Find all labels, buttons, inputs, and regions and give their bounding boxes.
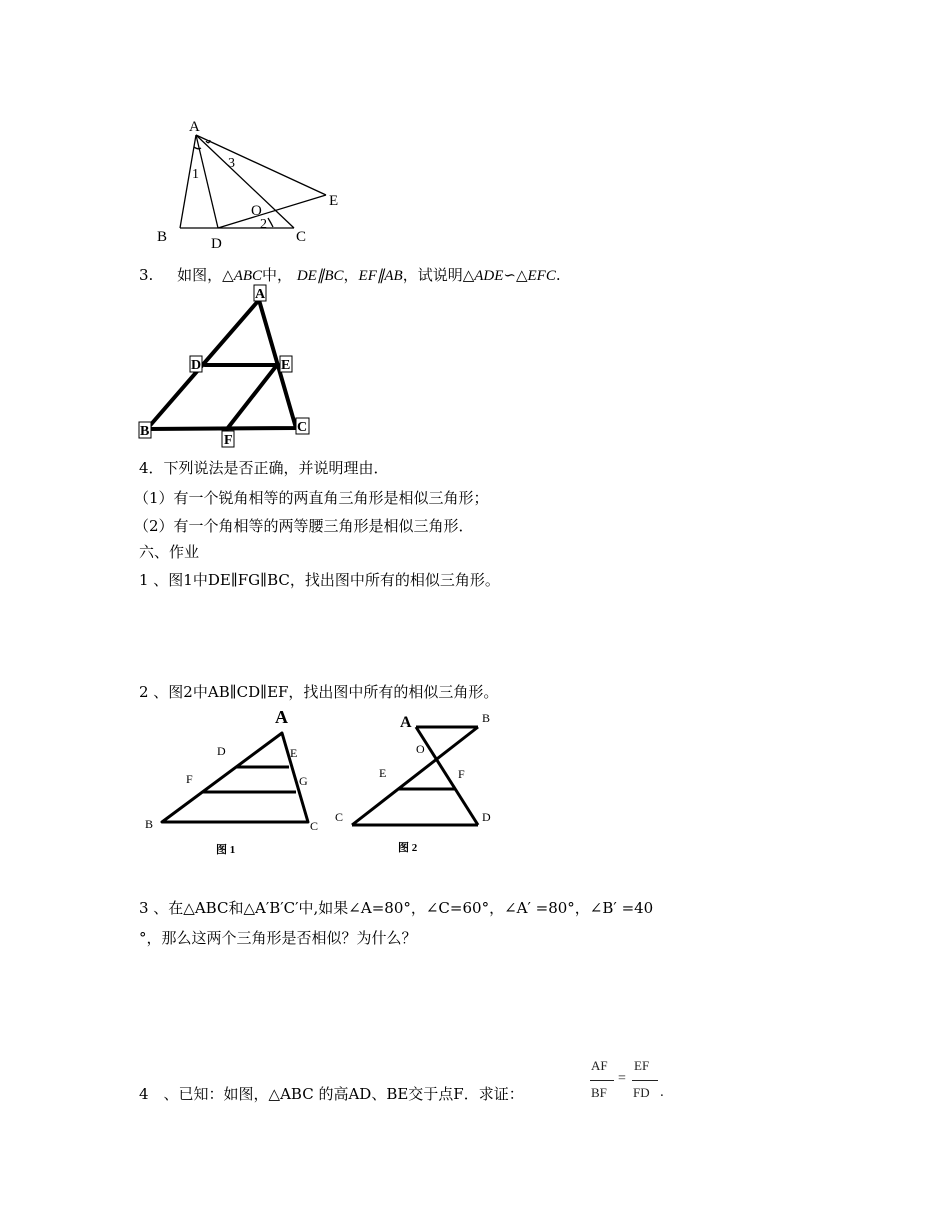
segment-ef: [227, 365, 277, 429]
hw2-text: 2 、图2中AB∥CD∥EF，找出图中所有的相似三角形。: [139, 683, 499, 701]
label-e: E: [281, 358, 291, 373]
label-e: E: [379, 766, 387, 780]
label-o: O: [251, 203, 262, 219]
label-d: D: [191, 358, 202, 373]
hw3-line1: 3 、在△ABC和△A′B′C′中,如果∠A=80°，∠C=60°，∠A′ =80°，∠B′ =40: [139, 899, 654, 917]
angle3-label: 3: [228, 156, 235, 171]
label-b: B: [145, 817, 154, 831]
figure-2: [330, 705, 510, 855]
fig2-caption: 图 2: [398, 842, 418, 854]
fig1-caption: 图 1: [216, 844, 236, 856]
label-f: F: [224, 433, 233, 448]
label-f: F: [458, 767, 465, 781]
label-o: O: [416, 742, 425, 756]
label-d: D: [482, 810, 491, 824]
segment-ad: [416, 727, 478, 825]
label-c: C: [310, 819, 319, 833]
label-b: B: [140, 424, 150, 439]
q4-item2: （2）有一个角相等的两等腰三角形是相似三角形．: [134, 517, 474, 535]
hw3-line2: °，那么这两个三角形是否相似？为什么？: [139, 929, 417, 947]
q3-ef-ab: EF∥AB: [358, 268, 403, 284]
q3-abc: ABC: [233, 268, 263, 284]
label-a: A: [400, 714, 412, 731]
q3-mid: 中，: [262, 266, 293, 284]
q3-ade: ADE: [474, 268, 504, 284]
angle1-label: 1: [192, 167, 199, 182]
label-c: C: [296, 229, 307, 245]
hw4-text: 4 、已知：如图，△ABC 的高AD、BE交于点F．求证：: [139, 1085, 524, 1103]
figure-top-triangle: [150, 115, 350, 255]
q4-item1: （1）有一个锐角相等的两直角三角形是相似三角形；: [134, 489, 489, 507]
figure-q3-triangle: [136, 282, 336, 452]
label-d: D: [211, 236, 222, 252]
q3-comma: ，: [343, 266, 359, 284]
label-b: B: [157, 229, 168, 245]
q3-prefix: 如图，△: [177, 266, 234, 284]
q3-efc: EFC: [527, 268, 556, 284]
q3-end: .: [555, 266, 561, 284]
label-f: F: [186, 772, 193, 786]
section6-title: 六、作业: [139, 543, 200, 561]
hw1-text: 1 、图1中DE∥FG∥BC，找出图中所有的相似三角形。: [139, 571, 500, 589]
frac1-denominator: BF: [591, 1085, 607, 1100]
label-e: E: [329, 193, 339, 209]
angle1-arc: [194, 147, 201, 149]
equals-sign: =: [618, 1071, 626, 1086]
label-d: D: [217, 744, 226, 758]
q3-sim: ∽△: [503, 266, 528, 284]
figure-1: [140, 705, 340, 855]
segment-ae: [196, 135, 326, 195]
frac2-numerator: EF: [634, 1058, 650, 1073]
label-a: A: [275, 707, 288, 727]
label-a: A: [189, 119, 200, 135]
formula-end: .: [660, 1084, 664, 1100]
hw4-formula: [588, 1058, 668, 1108]
segment-de: [218, 195, 326, 228]
angle2-arc: [268, 218, 273, 227]
frac1-bar: [590, 1080, 614, 1081]
label-e: E: [290, 746, 298, 760]
label-b: B: [482, 711, 491, 725]
q3-number: 3.: [139, 266, 154, 284]
segment-ac: [196, 135, 294, 228]
label-g: G: [299, 774, 308, 788]
frac1-numerator: AF: [591, 1058, 608, 1073]
label-a: A: [255, 287, 266, 302]
triangle-abc: [162, 733, 308, 822]
q4-title: 4．下列说法是否正确，并说明理由．: [139, 459, 389, 477]
label-c: C: [335, 810, 344, 824]
q3-explain: ，试说明△: [402, 266, 475, 284]
frac2-denominator: FD: [633, 1085, 650, 1100]
frac2-bar: [632, 1080, 658, 1081]
label-c: C: [297, 420, 308, 435]
q3-de-bc: DE∥BC: [296, 268, 344, 284]
angle2-label: 2: [260, 217, 267, 232]
